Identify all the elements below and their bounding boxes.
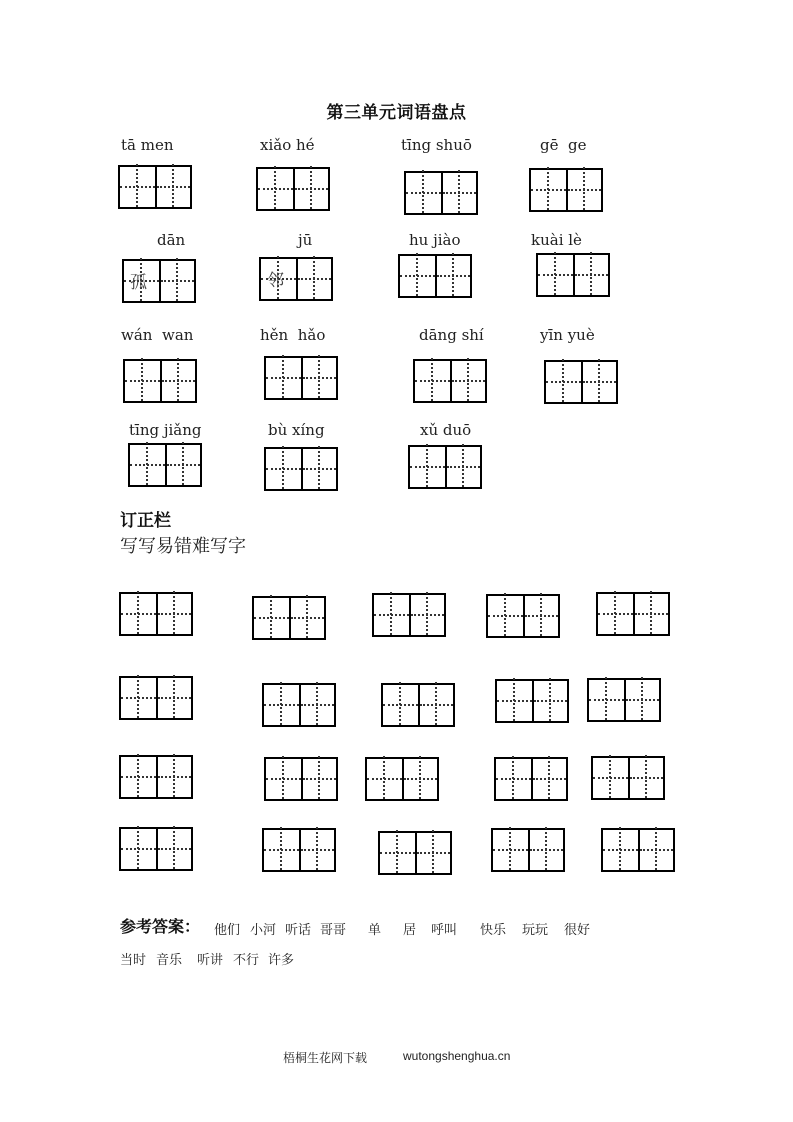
correction-grid[interactable] bbox=[119, 676, 193, 720]
answer-word: 小河 bbox=[250, 923, 277, 938]
writing-grid[interactable] bbox=[259, 257, 333, 301]
writing-grid[interactable] bbox=[398, 254, 472, 298]
answer-word: 很好 bbox=[564, 923, 591, 938]
hint-character: 孤 bbox=[130, 273, 147, 293]
pinyin-label: hu jiào bbox=[409, 231, 461, 249]
correction-grid[interactable] bbox=[495, 679, 569, 723]
answer-word: 玩玩 bbox=[522, 923, 549, 938]
pinyin-label: xǔ duō bbox=[420, 421, 472, 439]
answer-word: 呼叫 bbox=[431, 923, 458, 938]
answer-word: 当时 bbox=[120, 953, 147, 968]
writing-grid[interactable] bbox=[264, 356, 338, 400]
answer-word: 许多 bbox=[268, 953, 295, 968]
pinyin-label: xiǎo hé bbox=[260, 136, 315, 154]
writing-grid[interactable] bbox=[264, 447, 338, 491]
correction-grid[interactable] bbox=[119, 827, 193, 871]
writing-grid[interactable] bbox=[529, 168, 603, 212]
correction-grid[interactable] bbox=[262, 683, 336, 727]
page-title: 第三单元词语盘点 bbox=[326, 103, 467, 123]
answer-word: 不行 bbox=[233, 953, 260, 968]
writing-grid[interactable] bbox=[122, 259, 196, 303]
answers-label: 参考答案： bbox=[120, 917, 201, 936]
answer-word: 听讲 bbox=[197, 953, 224, 968]
correction-grid[interactable] bbox=[252, 596, 326, 640]
correction-section-subtitle: 写写易错难写字 bbox=[120, 536, 246, 557]
pinyin-label: dān bbox=[157, 231, 186, 249]
correction-grid[interactable] bbox=[596, 592, 670, 636]
correction-grid[interactable] bbox=[264, 757, 338, 801]
correction-grid[interactable] bbox=[486, 594, 560, 638]
correction-grid[interactable] bbox=[601, 828, 675, 872]
pinyin-label: hěn hǎo bbox=[260, 326, 326, 344]
pinyin-label: gē ge bbox=[540, 136, 587, 154]
correction-grid[interactable] bbox=[119, 755, 193, 799]
writing-grid[interactable] bbox=[413, 359, 487, 403]
correction-grid[interactable] bbox=[381, 683, 455, 727]
writing-grid[interactable] bbox=[536, 253, 610, 297]
pinyin-label: bù xíng bbox=[268, 421, 325, 439]
correction-grid[interactable] bbox=[587, 678, 661, 722]
writing-grid[interactable] bbox=[408, 445, 482, 489]
footer-site-url[interactable]: wutongshenghua.cn bbox=[403, 1049, 511, 1063]
correction-grid[interactable] bbox=[494, 757, 568, 801]
writing-grid[interactable] bbox=[256, 167, 330, 211]
answer-word: 居 bbox=[403, 923, 417, 938]
answer-word: 单 bbox=[368, 923, 382, 938]
correction-section-title: 订正栏 bbox=[120, 511, 171, 531]
pinyin-label: yīn yuè bbox=[540, 326, 595, 344]
footer-site-name: 梧桐生花网下载 bbox=[283, 1051, 368, 1065]
correction-grid[interactable] bbox=[365, 757, 439, 801]
pinyin-label: tīng jiǎng bbox=[129, 421, 202, 439]
pinyin-label: jū bbox=[298, 231, 313, 249]
answer-word: 听话 bbox=[285, 923, 312, 938]
correction-grid[interactable] bbox=[372, 593, 446, 637]
correction-grid[interactable] bbox=[491, 828, 565, 872]
pinyin-label: tā men bbox=[121, 136, 174, 154]
pinyin-label: dāng shí bbox=[419, 326, 484, 344]
correction-grid[interactable] bbox=[591, 756, 665, 800]
writing-grid[interactable] bbox=[404, 171, 478, 215]
correction-grid[interactable] bbox=[378, 831, 452, 875]
answer-word: 哥哥 bbox=[320, 923, 347, 938]
writing-grid[interactable] bbox=[123, 359, 197, 403]
correction-grid[interactable] bbox=[119, 592, 193, 636]
writing-grid[interactable] bbox=[544, 360, 618, 404]
hint-character: 邻 bbox=[267, 271, 284, 291]
writing-grid[interactable] bbox=[128, 443, 202, 487]
answer-word: 快乐 bbox=[480, 923, 507, 938]
answer-word: 音乐 bbox=[156, 953, 183, 968]
answer-word: 他们 bbox=[214, 923, 241, 938]
correction-grid[interactable] bbox=[262, 828, 336, 872]
writing-grid[interactable] bbox=[118, 165, 192, 209]
pinyin-label: tīng shuō bbox=[401, 136, 472, 154]
pinyin-label: kuài lè bbox=[531, 231, 582, 249]
pinyin-label: wán wan bbox=[121, 326, 194, 344]
